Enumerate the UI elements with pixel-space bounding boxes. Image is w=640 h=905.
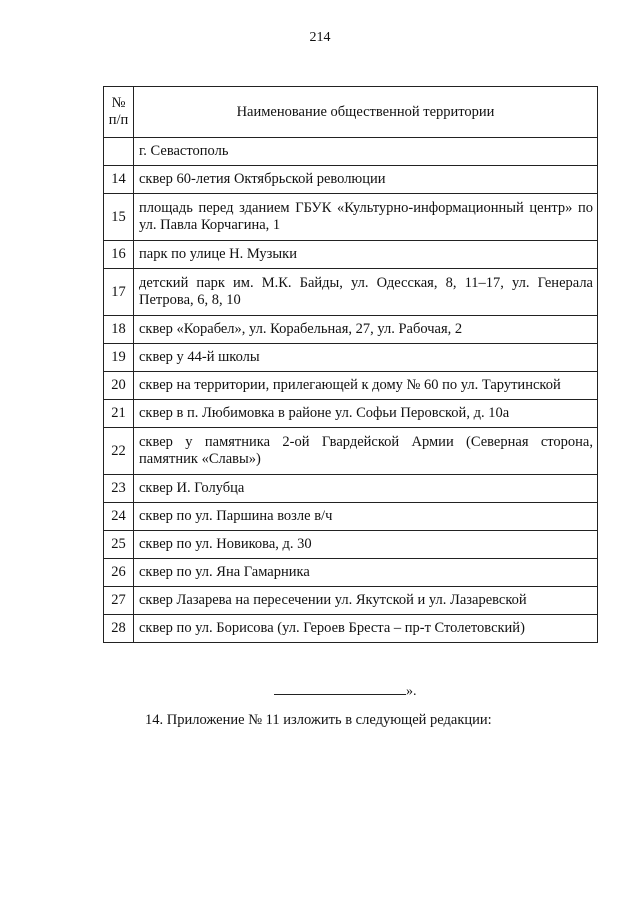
row-number: 18	[104, 316, 134, 344]
page-number: 214	[309, 30, 331, 45]
territory-table	[103, 86, 598, 643]
territory-name: сквер в п. Любимовка в районе ул. Софьи Перовской, д. 10а	[134, 400, 598, 428]
row-number: 16	[104, 241, 134, 269]
row-number: 21	[104, 400, 134, 428]
closing-quote: ».	[406, 684, 417, 699]
table-header-row	[104, 87, 598, 138]
row-number: 28	[104, 615, 134, 643]
row-number: 26	[104, 559, 134, 587]
table-row	[104, 559, 598, 587]
table-row	[104, 344, 598, 372]
territory-name: сквер «Корабел», ул. Корабельная, 27, ул. Рабочая, 2	[134, 316, 598, 344]
territory-name: сквер Лазарева на пересечении ул. Якутской и ул. Лазаревской	[134, 587, 598, 615]
city-name: г. Севастополь	[134, 138, 598, 166]
table-row	[104, 503, 598, 531]
table-body	[104, 138, 598, 643]
table-row	[104, 400, 598, 428]
table-row	[104, 615, 598, 643]
column-header-number-symbol: №	[111, 95, 126, 111]
territory-name: сквер по ул. Паршина возле в/ч	[134, 503, 598, 531]
table-row	[104, 241, 598, 269]
territory-name: парк по улице Н. Музыки	[134, 241, 598, 269]
territory-name: сквер И. Голубца	[134, 475, 598, 503]
city-row-number-cell	[104, 138, 134, 166]
blank-line	[274, 682, 406, 695]
territory-name: детский парк им. М.К. Байды, ул. Одесская, 8, 11–17, ул. Генерала Петрова, 6, 8, 10	[134, 269, 598, 316]
table-row	[104, 194, 598, 241]
column-header-name: Наименование общественной территории	[134, 87, 598, 138]
row-number: 19	[104, 344, 134, 372]
table-row	[104, 428, 598, 475]
territory-name: сквер у 44-й школы	[134, 344, 598, 372]
territory-name: сквер по ул. Борисова (ул. Героев Бреста – пр-т Столетовский)	[134, 615, 598, 643]
closing-line	[274, 682, 417, 700]
row-number: 24	[104, 503, 134, 531]
row-number: 22	[104, 428, 134, 475]
table-row	[104, 531, 598, 559]
territory-name: сквер у памятника 2-ой Гвардейской Армии (Северная сторона, памятник «Славы»)	[134, 428, 598, 475]
row-number: 25	[104, 531, 134, 559]
table-row	[104, 269, 598, 316]
row-number: 23	[104, 475, 134, 503]
table-row	[104, 372, 598, 400]
column-header-number-abbr: п/п	[108, 112, 129, 128]
territory-name: сквер по ул. Новикова, д. 30	[134, 531, 598, 559]
row-number: 27	[104, 587, 134, 615]
territory-name: сквер по ул. Яна Гамарника	[134, 559, 598, 587]
territory-name: сквер на территории, прилегающей к дому № 60 по ул. Тарутинской	[134, 372, 598, 400]
row-number: 20	[104, 372, 134, 400]
instruction-text: 14. Приложение № 11 изложить в следующей редакции:	[145, 712, 492, 728]
row-number: 15	[104, 194, 134, 241]
column-header-number	[104, 87, 134, 138]
table-row	[104, 316, 598, 344]
territory-name: сквер 60-летия Октябрьской революции	[134, 166, 598, 194]
table-row	[104, 475, 598, 503]
row-number: 17	[104, 269, 134, 316]
territory-name: площадь перед зданием ГБУК «Культурно-информационный центр» по ул. Павла Корчагина, 1	[134, 194, 598, 241]
table-row	[104, 587, 598, 615]
city-row	[104, 138, 598, 166]
row-number: 14	[104, 166, 134, 194]
table-row	[104, 166, 598, 194]
